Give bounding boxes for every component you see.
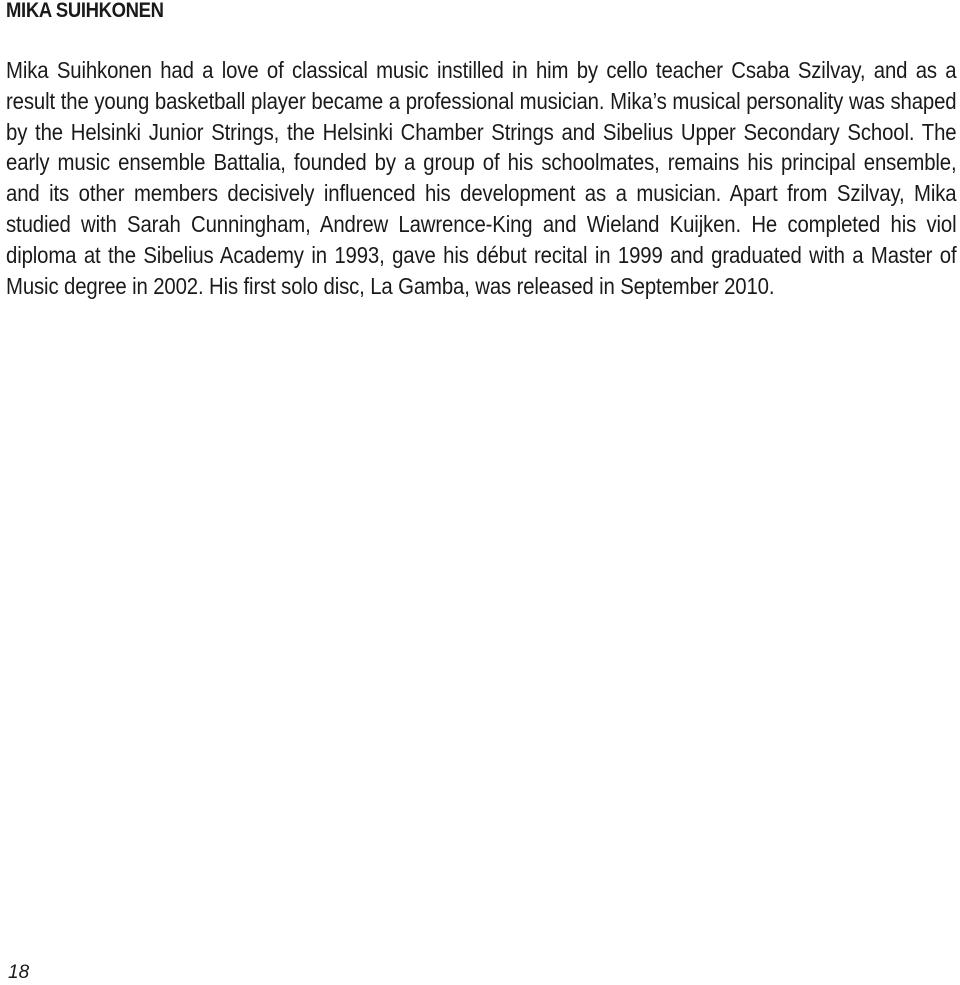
page-number: 18 — [8, 962, 30, 983]
biography-paragraph: Mika Suihkonen had a love of classical music instilled in him by cello teacher Csaba Szilvay, and as a result the young basketball player became a professional musician. Mika’s musical personality was shaped by the Helsinki Junior Strings, the Helsinki Chamber Strings and Sibelius Upper Secondary School. The early music ensemble Battalia, founded by a group of his schoolmates, remains his principal ensemble, and its other members decisively influenced his development as a musician. Apart from Szilvay, Mika studied with Sarah Cunningham, Andrew Lawrence-King and Wieland Kuijken. He completed his viol diploma at the Sibelius Academy in 1993, gave his début recital in 1999 and graduated with a Master of Music degree in 2002. His first solo disc, La Gamba, was released in September 2010. — [6, 57, 957, 299]
page-heading: MIKA SUIHKONEN — [6, 0, 164, 22]
